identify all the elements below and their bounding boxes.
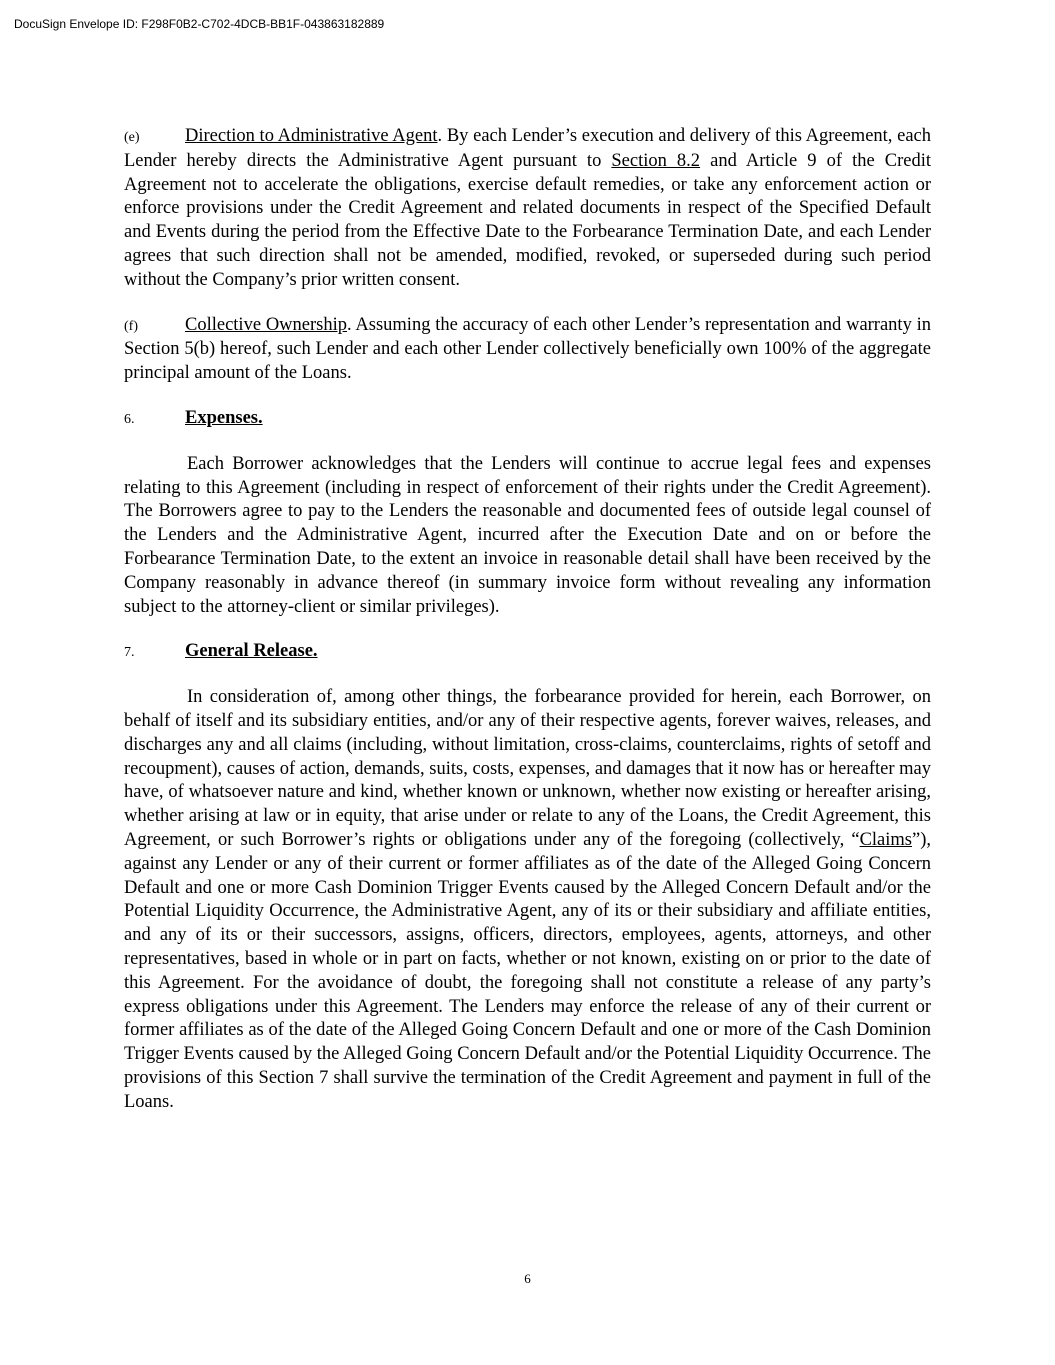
section-7-number: 7. [124, 645, 135, 661]
claims-defined-term: Claims [859, 829, 912, 850]
section-e-title: Direction to Administrative Agent [185, 126, 438, 146]
section-6-title: Expenses. [185, 407, 263, 428]
section-e-text-2: and Article 9 of the Credit Agreement not to accelerate the obligations, exercise default remedies, or take any enforcement action or enforce provisions under the Credit Agreement and related documents in respect of the Specified Default and Events during the period from the Effective Date to the Forbearance Termination Date, and each Lender agrees that such direction shall not be amended, modified, revoked, or superseded during such period without the Company’s prior written consent. [124, 150, 931, 290]
section-e-label: (e) [124, 130, 140, 145]
section-7-paragraph [124, 686, 931, 1114]
page-number: 6 [524, 1271, 531, 1286]
section-f-text: . Assuming the accuracy of each other Lender’s representation and warranty in Section 5(b) hereof, such Lender and each other Lender collectively beneficially own 100% of the aggregate principal amount of the Loans. [124, 314, 932, 384]
section-f-paragraph [124, 314, 931, 386]
section-6-heading [124, 407, 931, 432]
section-7-heading [124, 640, 931, 665]
section-7-text-2: ”), against any Lender or any of their current or former affiliates as of the date of the Alleged Going Concern Default and one or more Cash Dominion Trigger Events caused by the Alleged Concern Default and/or the Potential Liquidity Occurrence, the Administrative Agent, any of its or their subsidiary and affiliate entities, and any of its or their successors, assigns, officers, directors, employees, agents, attorneys, and other representatives, based in whole or in part on facts, whether or not known, existing on or prior to the date of this Agreement. For the avoidance of doubt, the foregoing shall not constitute a release of any party’s express obligations under this Agreement. The Lenders may enforce the release of any of their current or former affiliates as of the date of the Alleged Going Concern Default and one or more of the Cash Dominion Trigger Events caused by the Alleged Going Concern Default and/or the Potential Liquidity Occurrence. The provisions of this Section 7 shall survive the termination of the Credit Agreement and payment in full of the Loans. [124, 829, 931, 1112]
section-6-number: 6. [124, 411, 135, 427]
section-f-label: (f) [124, 318, 138, 334]
section-e-paragraph [124, 125, 931, 293]
envelope-id: DocuSign Envelope ID: F298F0B2-C702-4DCB-BB1F-043863182889 [14, 17, 385, 31]
section-8-2-reference: Section 8.2 [611, 150, 701, 171]
section-e-text-1: . By each Lender’s execution and delivery of this Agreement, each Lender hereby directs the Administrative Agent pursuant to [124, 126, 932, 171]
document-body [124, 125, 931, 1135]
section-7-title: General Release. [185, 641, 318, 662]
section-6-paragraph: Each Borrower acknowledges that the Lenders will continue to accrue legal fees and expenses relating to this Agreement (including in respect of enforcement of their rights under the Credit Agreement). The Borrowers agree to pay to the Lenders the reasonable and documented fees of outside legal counsel of the Lenders and the Administrative Agent, incurred after the Execution Date and on or before the Forbearance Termination Date, to the extent an invoice in reasonable detail shall have been received by the Company reasonably in advance thereof (in summary invoice form without revealing any information subject to the attorney-client or similar privileges). [124, 453, 931, 617]
section-7-text-1: In consideration of, among other things, the forbearance provided for herein, each Borrower, on behalf of itself and its subsidiary entities, and/or any of their respective agents, forever waives, releases, and discharges any and all claims (including, without limitation, cross-claims, counterclaims, rights of setoff and recoupment), causes of action, demands, suits, costs, expenses, and damages that it now has or hereafter may have, of whatsoever nature and kind, whether known or unknown, whether now existing or hereafter arising, whether arising at law or in equity, that arise under or relate to any of the Loans, the Credit Agreement, this Agreement, or such Borrower’s rights or obligations under any of the foregoing (collectively, “ [124, 687, 931, 850]
section-f-title: Collective Ownership [185, 314, 348, 335]
